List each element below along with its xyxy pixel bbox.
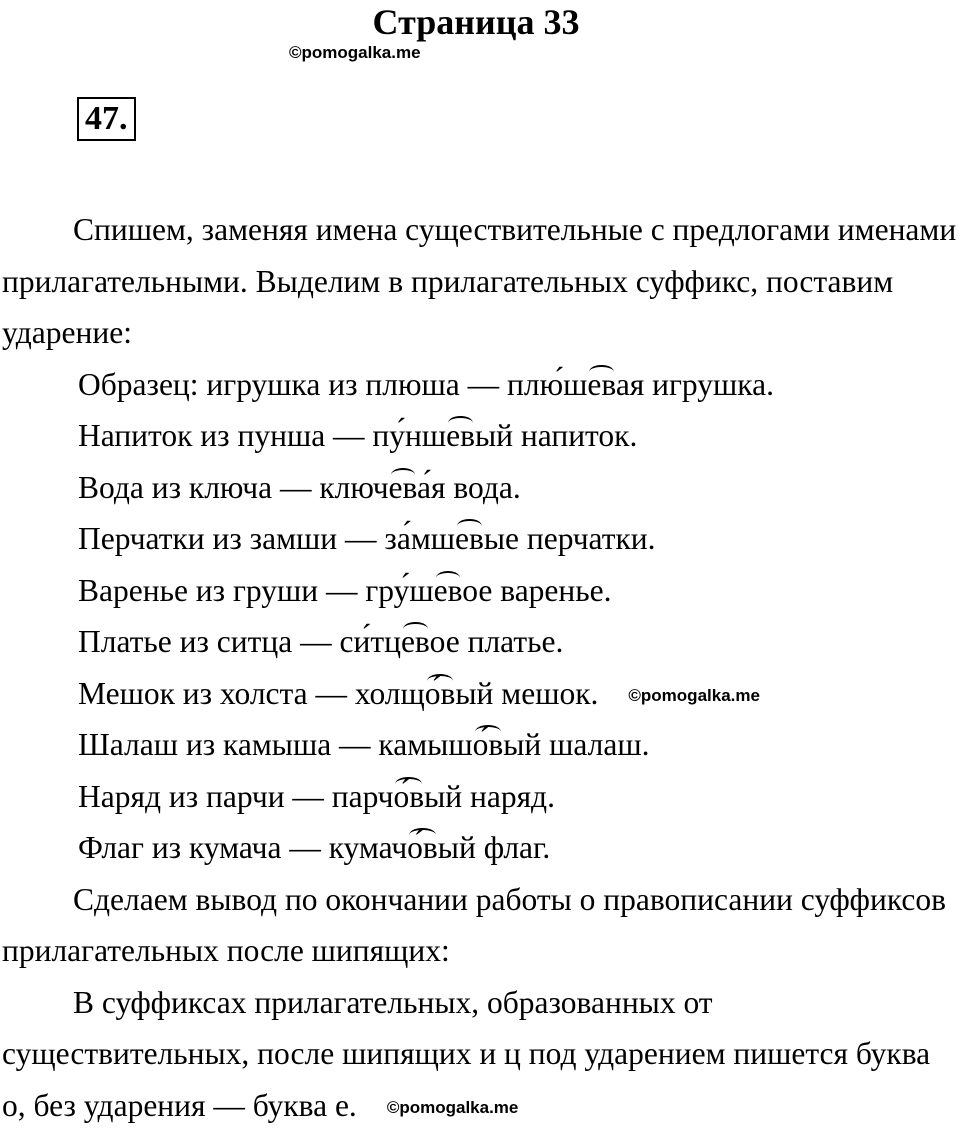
conclusion-paragraph: В суффиксах прилагательных, образованных от существительных, после шипящих и ц под ударением пишется буква о, без ударения — буква е.: [2, 985, 930, 1123]
example-line: [2, 565, 960, 617]
example-text: ый флаг.: [438, 830, 550, 865]
example-line: [2, 359, 960, 411]
example-text: Шалаш из камыша — камыш: [78, 727, 473, 762]
example-text: ые перчатки.: [484, 521, 656, 556]
suffix-mark: ев: [389, 470, 417, 505]
example-text: Образец: игрушка из плюша — плю́ш: [78, 367, 587, 402]
example-text: Мешок из холста — холщ: [78, 676, 425, 711]
suffix-mark: ев: [434, 573, 463, 608]
page-title: Страница 33: [0, 0, 952, 44]
example-text: Напиток из пунша — пу́нш: [78, 418, 446, 453]
example-text: ое варенье.: [462, 573, 611, 608]
example-text: ый напиток.: [475, 418, 637, 453]
example-text: Варенье из груши — гру́ш: [78, 573, 434, 608]
examples-list: [2, 359, 960, 874]
example-text: Вода из ключа — ключ: [78, 470, 389, 505]
watermark: ©pomogalka.me: [628, 686, 760, 706]
example-text: ый шалаш.: [503, 727, 649, 762]
example-line: [2, 822, 960, 874]
intro-paragraph: Спишем, заменяя имена существительные с предлогами именами прилагательными. Выделим в прилагательных суффикс, поставим ударение:: [2, 204, 960, 359]
example-text: а́я вода.: [417, 470, 521, 505]
conclusion-intro: Сделаем вывод по окончании работы о правописании суффиксов прилагательных после шипящих:: [2, 874, 960, 977]
suffix-mark: ев: [446, 418, 475, 453]
example-text: ый наряд.: [424, 779, 555, 814]
example-line: [2, 719, 960, 771]
example-text: Перчатки из замши — за́мш: [78, 521, 455, 556]
example-text: ое платье.: [430, 624, 564, 659]
example-line: [2, 410, 960, 462]
suffix-mark: о́в: [473, 727, 504, 762]
exercise-number: 47.: [77, 97, 136, 141]
example-line: [2, 462, 960, 514]
suffix-mark: ев: [587, 367, 615, 402]
exercise-body: [2, 204, 960, 1131]
watermark: ©pomogalka.me: [387, 1098, 519, 1118]
suffix-mark: о́в: [407, 830, 438, 865]
suffix-mark: о́в: [393, 779, 424, 814]
example-text: Наряд из парчи — парч: [78, 779, 393, 814]
example-line: [2, 513, 960, 565]
conclusion-block: [2, 977, 960, 1131]
suffix-mark: ев: [401, 624, 430, 659]
example-line: [2, 771, 960, 823]
example-text: Флаг из кумача — кумач: [78, 830, 407, 865]
example-text: Платье из ситца — си́тц: [78, 624, 401, 659]
suffix-mark: ев: [455, 521, 484, 556]
example-text: ая игрушка.: [616, 367, 774, 402]
example-line: [2, 616, 960, 668]
suffix-mark: о́в: [425, 676, 456, 711]
watermark: ©pomogalka.me: [289, 43, 421, 63]
example-text: ый мешок.: [455, 676, 598, 711]
example-line: [2, 668, 960, 720]
